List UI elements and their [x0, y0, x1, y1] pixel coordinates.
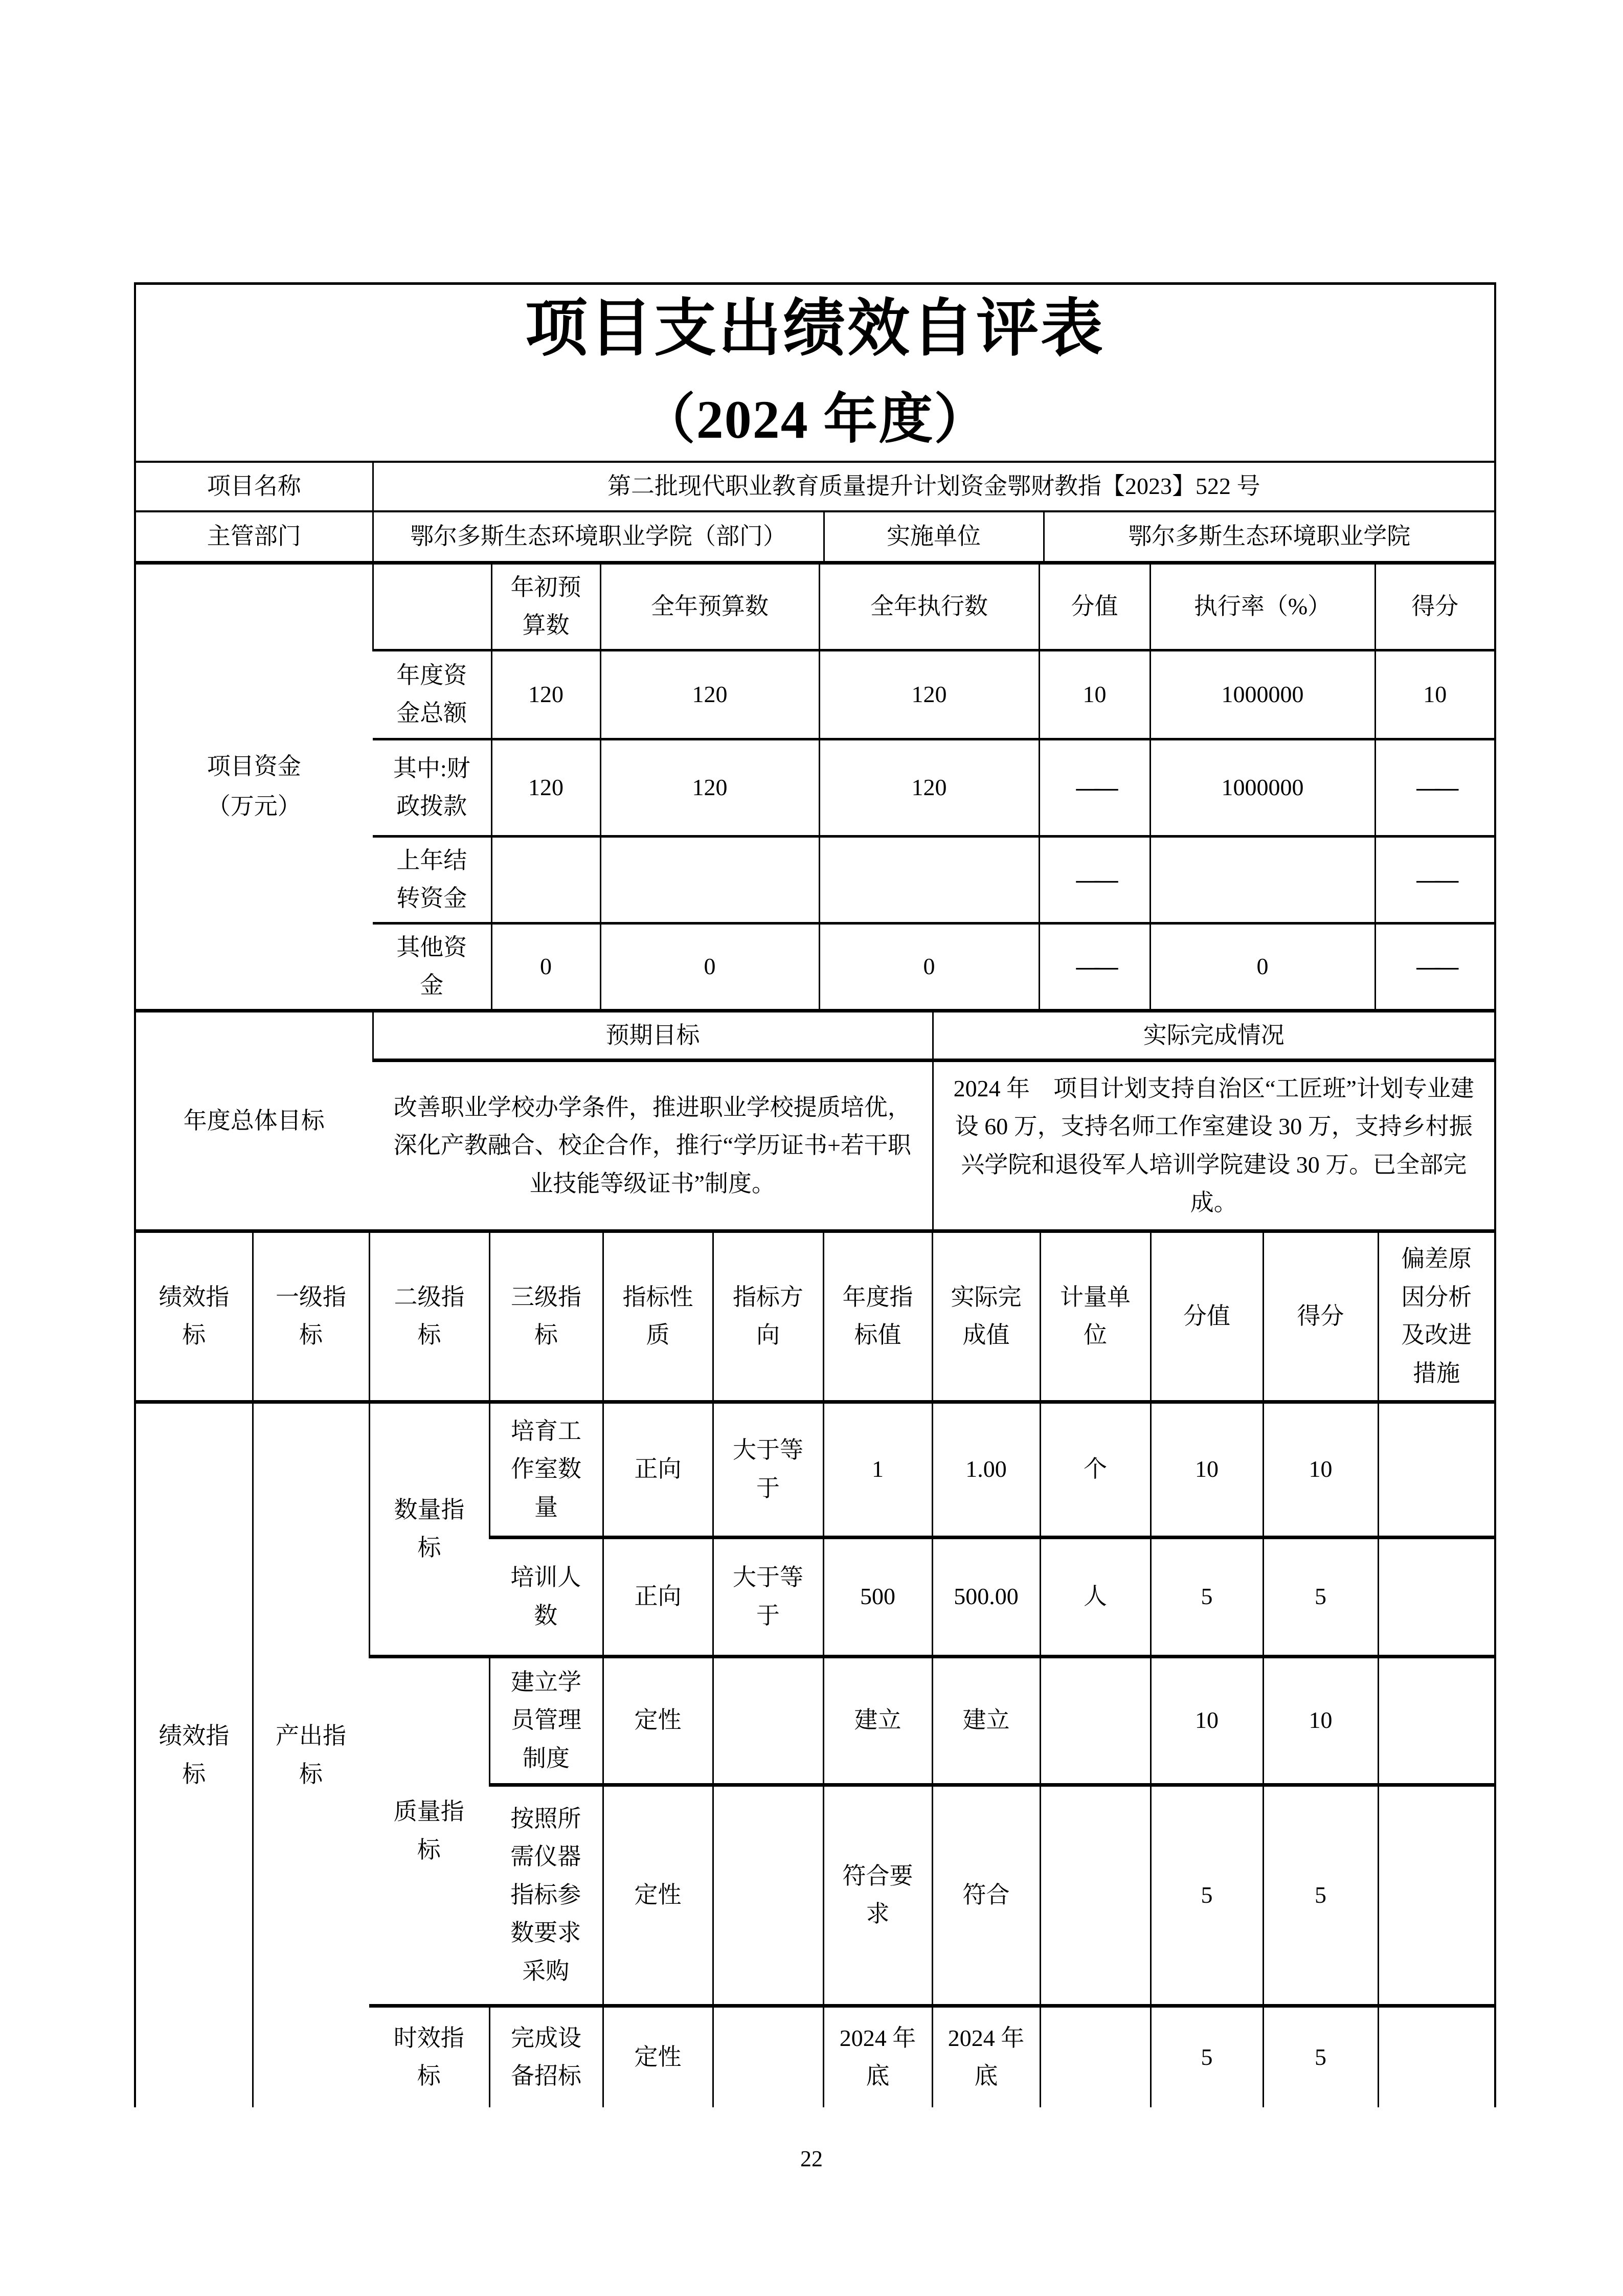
cell [819, 836, 1039, 923]
indicator-header-row [136, 1233, 1494, 1402]
cell: 120 [819, 739, 1039, 836]
indicator-deviation [1378, 2006, 1494, 2107]
cell: 0 [1150, 923, 1375, 1010]
indicator-deviation [1378, 1656, 1494, 1785]
cell: —— [1039, 739, 1150, 836]
indicator-score: 10 [1263, 1402, 1378, 1537]
indicator-score-total: 10 [1151, 1402, 1263, 1537]
funding-col-header: 分值 [1039, 565, 1150, 650]
project-name-value: 第二批现代职业教育质量提升计划资金鄂财教指【2023】522 号 [373, 463, 1494, 511]
indicator-name: 按照所需仪器指标参数要求采购 [489, 1785, 603, 2006]
goal-header-row [136, 1012, 1494, 1061]
funding-col-header: 全年执行数 [819, 565, 1039, 650]
indicator-direction [713, 2006, 823, 2107]
funding-row-label: 其中:财政拨款 [373, 739, 491, 836]
cell: —— [1039, 836, 1150, 923]
indicator-deviation [1378, 1537, 1494, 1656]
actual-completion-header: 实际完成情况 [933, 1012, 1494, 1061]
indicator-target: 建立 [823, 1656, 932, 1785]
indicator-score: 5 [1263, 1785, 1378, 2006]
cell: 120 [819, 650, 1039, 739]
indicator-target: 1 [823, 1402, 932, 1537]
expected-goal-text: 改善职业学校办学条件，推进职业学校提质培优，深化产教融合、校企合作，推行“学历证书+若干职业技能等级证书”制度。 [373, 1061, 933, 1231]
annual-goal-table [136, 1012, 1494, 1233]
funding-row-label: 年度资金总额 [373, 650, 491, 739]
funding-col-header: 年初预算数 [491, 565, 600, 650]
indicator-actual: 符合 [932, 1785, 1040, 2006]
indicator-unit [1040, 2006, 1151, 2107]
cell: —— [1039, 923, 1150, 1010]
cell: —— [1375, 923, 1494, 1010]
indicator-score: 10 [1263, 1656, 1378, 1785]
indicator-nature: 定性 [603, 2006, 713, 2107]
indicator-actual: 500.00 [932, 1537, 1040, 1656]
quality-indicator-group: 质量指标 [369, 1656, 489, 2006]
output-indicator-label: 产出指标 [253, 1402, 369, 2107]
quantity-indicator-group: 数量指标 [369, 1402, 489, 1656]
indicator-score-total: 10 [1151, 1656, 1263, 1785]
document-title: 项目支出绩效自评表 [525, 294, 1105, 364]
col-header: 偏差原因分析及改进措施 [1378, 1233, 1494, 1402]
funding-col-header: 得分 [1375, 565, 1494, 650]
funding-col-header: 全年预算数 [600, 565, 819, 650]
title-block [136, 285, 1494, 463]
col-header: 年度指标值 [823, 1233, 932, 1402]
performance-indicator-label: 绩效指标 [159, 1723, 230, 1787]
indicator-name: 建立学员管理制度 [489, 1656, 603, 1785]
cell [600, 836, 819, 923]
cell [1150, 836, 1375, 923]
dept-label: 主管部门 [136, 511, 373, 562]
project-name-row [136, 463, 1494, 511]
indicator-target: 500 [823, 1537, 932, 1656]
indicator-direction [713, 1656, 823, 1785]
indicator-nature: 正向 [603, 1537, 713, 1656]
col-header: 一级指标 [253, 1233, 369, 1402]
indicator-actual: 2024 年底 [932, 2006, 1040, 2107]
indicator-table [136, 1233, 1494, 2107]
cell: 10 [1039, 650, 1150, 739]
page-number: 22 [800, 2146, 823, 2171]
unit-value: 鄂尔多斯生态环境职业学院 [1044, 511, 1494, 562]
indicator-score-total: 5 [1151, 2006, 1263, 2107]
cell: 120 [600, 739, 819, 836]
dept-value: 鄂尔多斯生态环境职业学院（部门） [373, 511, 824, 562]
indicator-direction: 大于等于 [713, 1537, 823, 1656]
funding-table [136, 565, 1494, 1012]
indicator-actual: 1.00 [932, 1402, 1040, 1537]
indicator-unit [1040, 1656, 1151, 1785]
cell: 120 [600, 650, 819, 739]
cell: 120 [491, 739, 600, 836]
indicator-unit [1040, 1785, 1151, 2006]
indicator-name: 培育工作室数量 [489, 1402, 603, 1537]
indicator-unit: 人 [1040, 1537, 1151, 1656]
cell: 120 [491, 650, 600, 739]
unit-label: 实施单位 [824, 511, 1044, 562]
col-header: 三级指标 [489, 1233, 603, 1402]
col-header: 计量单位 [1040, 1233, 1151, 1402]
expected-goal-header: 预期目标 [373, 1012, 933, 1061]
indicator-actual: 建立 [932, 1656, 1040, 1785]
col-header: 绩效指标 [136, 1233, 253, 1402]
document-subtitle: （2024 年度） [641, 389, 989, 449]
project-name-label: 项目名称 [136, 463, 373, 511]
project-info-table [136, 463, 1494, 565]
department-row [136, 511, 1494, 562]
cell: 1000000 [1150, 739, 1375, 836]
goal-row-label: 年度总体目标 [136, 1012, 373, 1231]
indicator-name: 完成设备招标 [489, 2006, 603, 2107]
col-header: 分值 [1151, 1233, 1263, 1402]
indicator-deviation [1378, 1785, 1494, 2006]
cell: 0 [491, 923, 600, 1010]
self-evaluation-table [134, 282, 1496, 2107]
indicator-score: 5 [1263, 1537, 1378, 1656]
cell: 10 [1375, 650, 1494, 739]
funding-sublabel-spacer [373, 565, 491, 650]
funding-row-label: 上年结转资金 [373, 836, 491, 923]
indicator-name: 培训人数 [489, 1537, 603, 1656]
col-header: 二级指标 [369, 1233, 489, 1402]
indicator-nature: 定性 [603, 1785, 713, 2006]
indicator-score: 5 [1263, 2006, 1378, 2107]
col-header: 实际完成值 [932, 1233, 1040, 1402]
indicator-direction [713, 1785, 823, 2006]
cell: —— [1375, 739, 1494, 836]
cell: 0 [819, 923, 1039, 1010]
indicator-nature: 定性 [603, 1656, 713, 1785]
actual-completion-text: 2024 年 项目计划支持自治区“工匠班”计划专业建设 60 万，支持名师工作室建设 30 万，支持乡村振兴学院和退役军人培训学院建设 30 万。已全部完成。 [933, 1061, 1494, 1231]
cell: 0 [600, 923, 819, 1010]
indicator-target: 2024 年底 [823, 2006, 932, 2107]
col-header: 得分 [1263, 1233, 1378, 1402]
funding-row-label: 其他资金 [373, 923, 491, 1010]
indicator-score-total: 5 [1151, 1785, 1263, 2006]
cell: 1000000 [1150, 650, 1375, 739]
col-header: 指标性质 [603, 1233, 713, 1402]
indicator-target: 符合要求 [823, 1785, 932, 2006]
funding-header-row [136, 565, 1494, 650]
indicator-row [136, 1402, 1494, 1537]
indicator-nature: 正向 [603, 1402, 713, 1537]
timeliness-indicator-group: 时效指标 [393, 2024, 464, 2089]
indicator-direction: 大于等于 [713, 1402, 823, 1537]
funding-section-label-line1: 项目资金 [207, 753, 301, 779]
cell: —— [1375, 836, 1494, 923]
col-header: 指标方向 [713, 1233, 823, 1402]
indicator-deviation [1378, 1402, 1494, 1537]
funding-section-label-line2: （万元） [207, 793, 301, 820]
cell [491, 836, 600, 923]
funding-section-label [136, 565, 373, 1011]
funding-col-header: 执行率（%） [1150, 565, 1375, 650]
indicator-score-total: 5 [1151, 1537, 1263, 1656]
indicator-unit: 个 [1040, 1402, 1151, 1537]
